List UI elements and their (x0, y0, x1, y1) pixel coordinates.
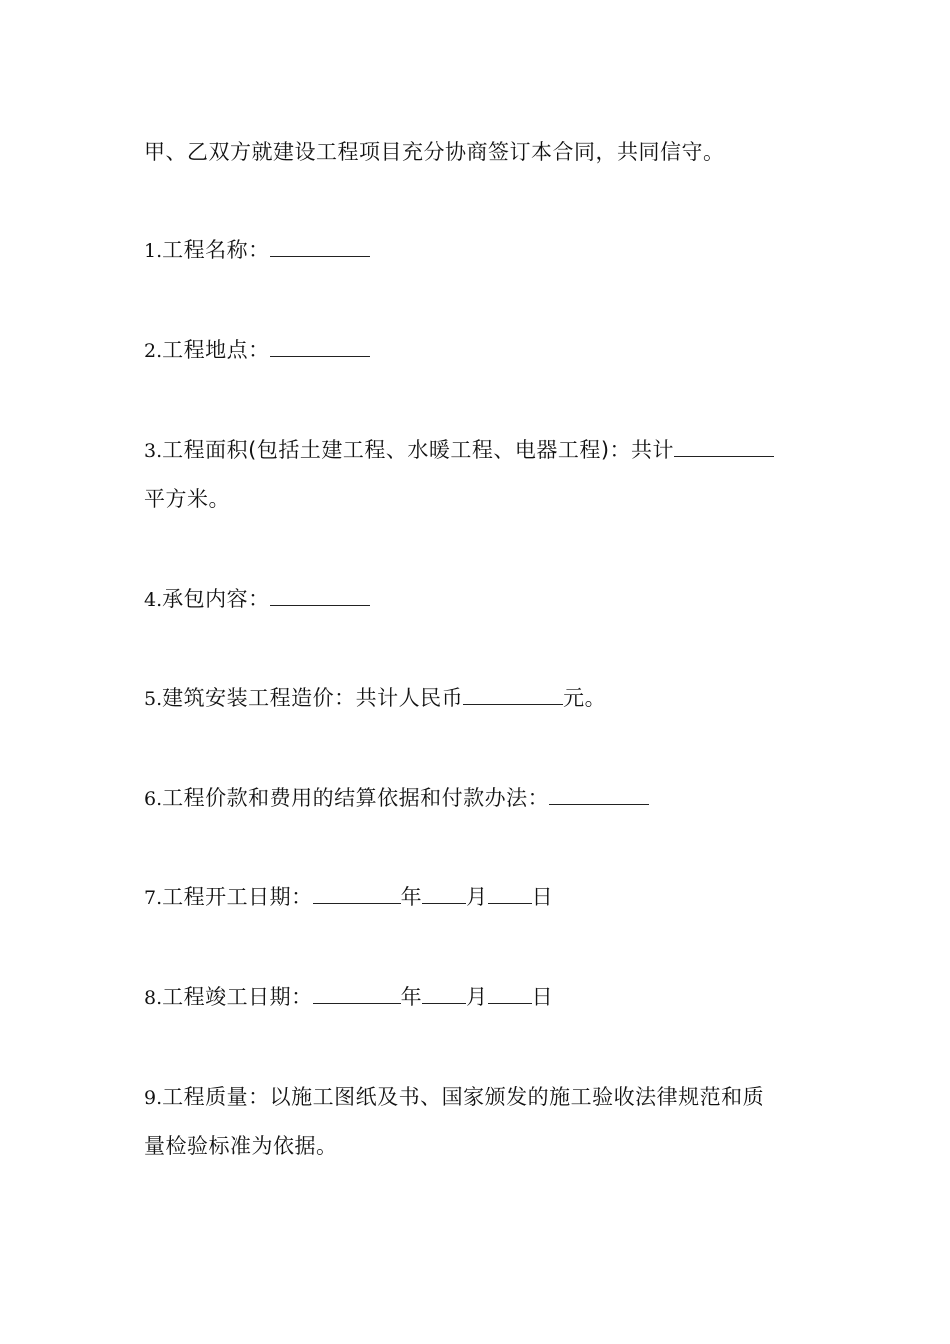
item-number: 1. (144, 240, 163, 262)
completion-year-blank[interactable] (313, 985, 401, 1004)
completion-day-blank[interactable] (488, 985, 532, 1004)
day-label: 日 (531, 885, 554, 909)
item-label: 工程开工日期： (162, 885, 313, 909)
completion-month-blank[interactable] (422, 985, 466, 1004)
item-number: 2. (144, 340, 163, 362)
construction-cost-blank[interactable] (463, 686, 563, 705)
item-payment-method (144, 786, 649, 811)
contract-scope-blank[interactable] (270, 587, 370, 606)
item-label: 工程名称： (162, 238, 270, 262)
item-number: 3. (144, 440, 163, 462)
item-number: 6. (144, 788, 163, 810)
item-label: 工程竣工日期： (162, 985, 313, 1009)
intro-paragraph: 甲、乙双方就建设工程项目充分协商签订本合同，共同信守。 (144, 140, 725, 164)
item-label: 工程面积(包括土建工程、水暖工程、电器工程)：共计 (162, 438, 675, 462)
year-label: 年 (400, 985, 423, 1009)
item-completion-date (144, 985, 553, 1010)
year-label: 年 (400, 885, 423, 909)
project-area-blank[interactable] (674, 438, 774, 457)
item-construction-cost (144, 686, 606, 711)
item-number: 4. (144, 589, 163, 611)
item-project-area (144, 438, 774, 463)
item-label: 工程地点： (162, 338, 270, 362)
project-name-blank[interactable] (270, 238, 370, 257)
item-project-quality (144, 1085, 764, 1110)
item-project-location (144, 338, 370, 363)
item-number: 7. (144, 887, 163, 909)
item-label: 工程质量：以施工图纸及书、国家颁发的施工验收法律规范和质 (162, 1085, 765, 1109)
item-project-name (144, 238, 370, 263)
month-label: 月 (466, 985, 488, 1009)
month-label: 月 (466, 885, 488, 909)
item-label: 承包内容： (162, 587, 270, 611)
item-number: 8. (144, 987, 163, 1009)
start-day-blank[interactable] (488, 885, 532, 904)
item-label: 工程价款和费用的结算依据和付款办法： (162, 786, 550, 810)
start-year-blank[interactable] (313, 885, 401, 904)
currency-unit: 元。 (563, 686, 607, 710)
payment-method-blank[interactable] (549, 786, 649, 805)
day-label: 日 (531, 985, 554, 1009)
project-location-blank[interactable] (270, 338, 370, 357)
start-month-blank[interactable] (422, 885, 466, 904)
item-number: 5. (144, 688, 163, 710)
item-project-area-continued: 平方米。 (144, 487, 230, 511)
item-project-quality-continued: 量检验标准为依据。 (144, 1134, 338, 1158)
item-contract-scope (144, 587, 370, 612)
item-label: 建筑安装工程造价：共计人民币 (162, 686, 464, 710)
item-start-date (144, 885, 553, 910)
item-number: 9. (144, 1087, 163, 1109)
